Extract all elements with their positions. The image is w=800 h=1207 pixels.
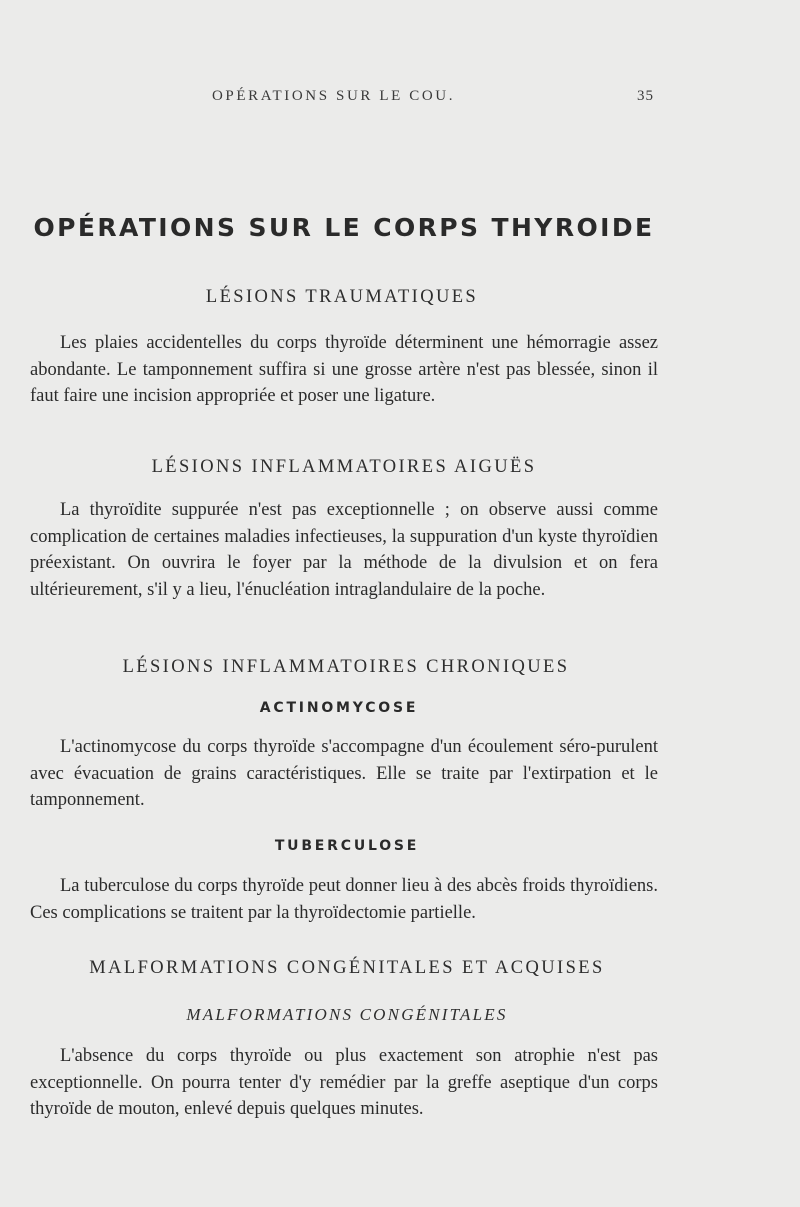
section-heading-chronic: LÉSIONS INFLAMMATOIRES CHRONIQUES: [122, 657, 570, 677]
subsection-heading-actinomycose: ACTINOMYCOSE: [259, 700, 419, 716]
running-head: OPÉRATIONS SUR LE COU.: [212, 88, 456, 104]
section-heading-traumatic: LÉSIONS TRAUMATIQUES: [205, 287, 479, 307]
chapter-title: OPÉRATIONS SUR LE CORPS THYROIDE: [33, 213, 655, 242]
paragraph-traumatic: Les plaies accidentelles du corps thyroïde déterminent une hémorragie assez abondante. Le tamponnement suffira si une grosse artère n'est pas blessée, sinon il faut faire une incision appropriée et poser une ligature.: [30, 333, 658, 406]
paragraph-actinomycose: L'actinomycose du corps thyroïde s'accompagne d'un écoulement séro-purulent avec évacuation de grains caractéristiques. Elle se traite par l'extirpation et le tamponnement.: [30, 737, 658, 810]
paragraph-acute: La thyroïdite suppurée n'est pas exceptionnelle ; on observe aussi comme complication de certaines maladies infectieuses, la suppuration d'un kyste thyroïdien préexistant. On ouvrira le foyer par la méthode de la divulsion et on fera ultérieurement, s'il y a lieu, l'énucléation intraglandulaire de la poche.: [30, 500, 658, 600]
paragraph-congenital: L'absence du corps thyroïde ou plus exactement son atrophie n'est pas exceptionnelle. On pourra tenter d'y remédier par la greffe aseptique d'un corps thyroïde de mouton, enlevé depuis quelques minutes.: [30, 1046, 658, 1119]
subsection-heading-congenital: MALFORMATIONS CONGÉNITALES: [186, 1005, 508, 1024]
paragraph-tuberculose: La tuberculose du corps thyroïde peut donner lieu à des abcès froids thyroïdiens. Ces complications se traitent par la thyroïdectomie partielle.: [30, 876, 658, 923]
page-number: 35: [637, 88, 654, 104]
subsection-heading-tuberculose: TUBERCULOSE: [274, 838, 420, 854]
section-heading-acute: LÉSIONS INFLAMMATOIRES AIGUËS: [151, 457, 537, 477]
section-heading-malformations: MALFORMATIONS CONGÉNITALES ET ACQUISES: [89, 958, 605, 978]
